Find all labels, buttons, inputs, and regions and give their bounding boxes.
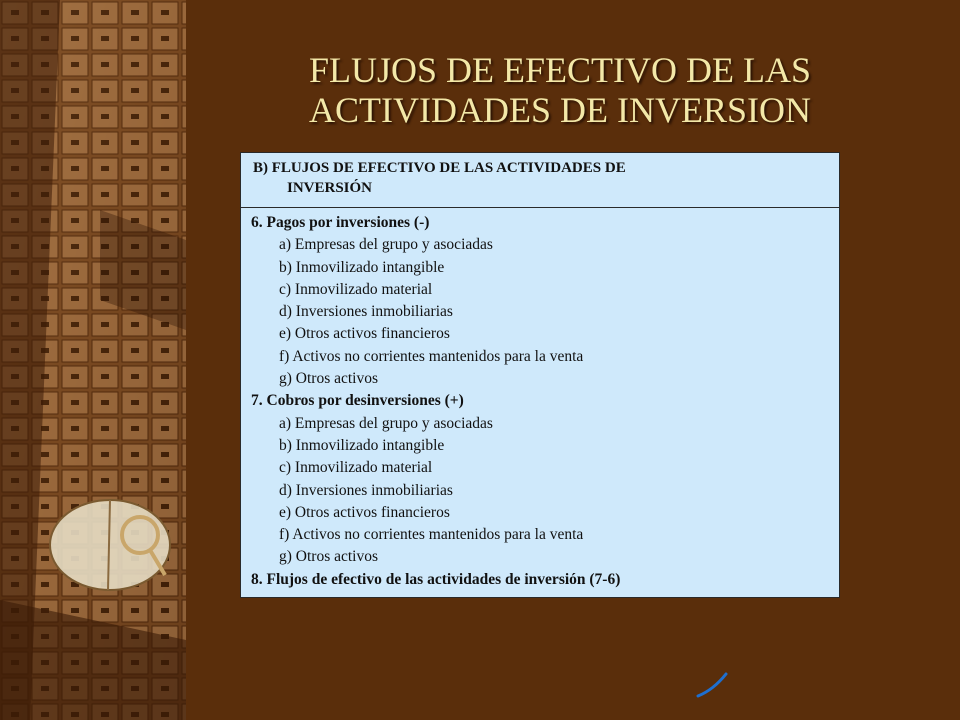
table-row: f) Activos no corrientes mantenidos para la venta (279, 526, 584, 544)
table-row: f) Activos no corrientes mantenidos para la venta (279, 347, 584, 365)
header-line-1: B) FLUJOS DE EFECTIVO DE LAS ACTIVIDADES DE (253, 160, 626, 176)
title-line-2: ACTIVIDADES DE INVERSION (309, 90, 811, 130)
title-line-1: FLUJOS DE EFECTIVO DE LAS (308, 50, 811, 90)
table-row: c) Inmovilizado material (279, 459, 433, 477)
table-row: d) Inversiones inmobiliarias (279, 481, 453, 499)
swoosh-decoration-icon (696, 672, 730, 698)
header-line-2: INVERSIÓN (287, 180, 373, 196)
table-row: b) Inmovilizado intangible (279, 258, 445, 276)
table-row: b) Inmovilizado intangible (279, 436, 445, 454)
cash-flow-table (240, 152, 840, 598)
table-row: 8. Flujos de efectivo de las actividades de inversión (7-6) (251, 570, 621, 588)
table-row: g) Otros activos (279, 370, 379, 388)
table-row: 6. Pagos por inversiones (-) (251, 214, 430, 231)
table-row: a) Empresas del grupo y asociadas (279, 414, 493, 432)
page-title (240, 50, 880, 130)
table-row: e) Otros activos financieros (279, 325, 450, 343)
table-row: a) Empresas del grupo y asociadas (279, 236, 493, 254)
table-body (241, 208, 839, 591)
decorative-archive-photo (0, 0, 186, 720)
archive-drawers-illustration (0, 0, 186, 720)
table-row: 7. Cobros por desinversiones (+) (251, 392, 464, 410)
table-row: g) Otros activos (279, 548, 379, 566)
table-row: c) Inmovilizado material (279, 280, 433, 298)
table-header (241, 153, 839, 208)
table-row: e) Otros activos financieros (279, 503, 450, 521)
table-row: d) Inversiones inmobiliarias (279, 303, 453, 321)
